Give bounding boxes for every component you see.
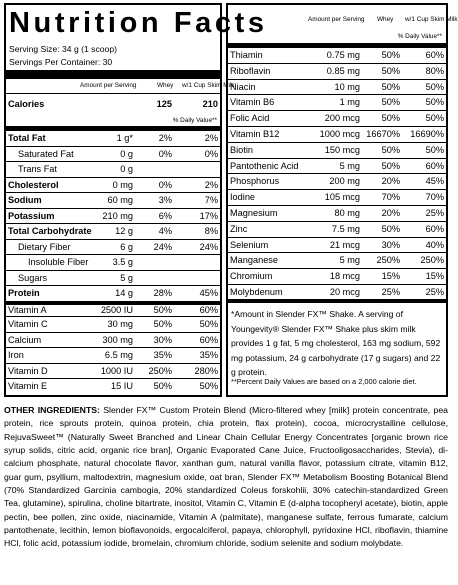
nutrient-milk-dv: 2% xyxy=(204,133,218,143)
nutrient-label: Trans Fat xyxy=(18,164,57,174)
nutrient-label: Manganese xyxy=(230,255,279,266)
nutrient-row xyxy=(228,63,446,80)
nutrient-milk-dv: 15% xyxy=(425,271,444,282)
nutrient-amount: 20 mcg xyxy=(329,287,360,297)
nutrient-milk-dv: 17% xyxy=(199,210,218,221)
nutrient-whey-dv: 25% xyxy=(381,287,400,297)
nutrient-whey-dv: 28% xyxy=(153,288,172,298)
nutrient-label: Sodium xyxy=(8,195,42,205)
nutrient-milk-dv: 25% xyxy=(425,287,444,297)
nutrient-amount: 12 g xyxy=(115,226,133,236)
amount-footnote: *Amount in Slender FX™ Shake. A serving of Youngevity® Slender FX™ Shake plus skim milk provides 1 g fat, 5 mg cholesterol, 163 mg sodium, 592 mg potassium, 24 g carbohydrate (17 g sugars) and 22 g protein. xyxy=(231,309,441,378)
nutrition-facts-title: Nutrition Facts xyxy=(9,7,268,39)
nutrient-amount: 0.85 mg xyxy=(326,65,360,76)
nutrient-milk-dv: 60% xyxy=(425,160,444,171)
nutrient-whey-dv: 50% xyxy=(381,65,400,76)
nutrition-panel-right xyxy=(226,3,458,397)
nutrient-row xyxy=(228,252,446,269)
nutrient-label: Magnesium xyxy=(230,208,278,218)
nutrient-whey-dv: 20% xyxy=(381,208,400,218)
nutrient-row xyxy=(6,146,220,163)
nutrient-label: Niacin xyxy=(230,81,256,92)
nutrient-amount: 0.75 mg xyxy=(326,50,360,60)
calories-label: Calories xyxy=(8,99,45,109)
nutrient-row xyxy=(228,173,446,190)
nutrient-amount: 10 mg xyxy=(334,81,360,92)
with-milk-header-right: w/1 Cup Skim Milk xyxy=(405,16,458,23)
nutrient-amount: 200 mg xyxy=(329,176,360,187)
nutrient-amount: 300 mg xyxy=(102,334,133,345)
nutrient-label: Selenium xyxy=(230,239,269,250)
nutrient-milk-dv: 25% xyxy=(425,208,444,218)
nutrient-amount: 30 mg xyxy=(107,319,133,329)
nutrient-whey-dv: 50% xyxy=(381,81,400,92)
nutrient-label: Vitamin B12 xyxy=(230,129,280,139)
nutrient-amount: 60 mg xyxy=(107,195,133,205)
nutrient-label: Insoluble Fiber xyxy=(28,257,89,267)
nutrient-row xyxy=(228,94,446,111)
nutrient-whey-dv: 4% xyxy=(158,226,172,236)
nutrient-whey-dv: 50% xyxy=(153,381,172,391)
nutrient-milk-dv: 2% xyxy=(204,179,218,190)
nutrient-row xyxy=(228,79,446,96)
nutrient-whey-dv: 0% xyxy=(158,148,172,159)
nutrient-label: Vitamin B6 xyxy=(230,97,275,108)
nutrient-milk-dv: 45% xyxy=(199,288,218,298)
nutrient-amount: 80 mg xyxy=(334,208,360,218)
daily-value-header-right: % Daily Value** xyxy=(397,33,442,40)
nutrient-milk-dv: 7% xyxy=(204,195,218,205)
nutrient-milk-dv: 45% xyxy=(425,176,444,187)
nutrient-amount: 14 g xyxy=(115,288,133,298)
nutrient-label: Phosphorus xyxy=(230,176,280,187)
nutrient-milk-dv: 50% xyxy=(425,113,444,124)
nutrient-amount: 7.5 mg xyxy=(331,223,360,234)
nutrient-amount: 5 mg xyxy=(339,160,360,171)
nutrient-row xyxy=(228,158,446,175)
calories-row xyxy=(6,93,220,112)
nutrient-whey-dv: 50% xyxy=(153,319,172,329)
nutrient-milk-dv: 24% xyxy=(199,241,218,252)
nutrient-amount: 5 mg xyxy=(339,255,360,266)
nutrient-whey-dv: 3% xyxy=(158,195,172,205)
servings-per-container: Servings Per Container: 30 xyxy=(9,57,113,67)
nutrient-milk-dv: 70% xyxy=(425,192,444,203)
nutrient-row xyxy=(228,268,446,285)
nutrient-milk-dv: 60% xyxy=(425,223,444,234)
nutrient-label: Vitamin C xyxy=(8,319,48,329)
nutrient-whey-dv: 50% xyxy=(381,50,400,60)
nutrient-whey-dv: 30% xyxy=(153,334,172,345)
nutrient-milk-dv: 60% xyxy=(425,50,444,60)
thick-divider xyxy=(6,70,220,79)
nutrient-whey-dv: 30% xyxy=(381,239,400,250)
nutrient-milk-dv: 50% xyxy=(199,319,218,329)
nutrient-milk-dv: 50% xyxy=(199,381,218,391)
nutrient-milk-dv: 250% xyxy=(420,255,444,266)
nutrient-milk-dv: 40% xyxy=(425,239,444,250)
nutrient-row xyxy=(228,142,446,159)
nutrient-row xyxy=(6,208,220,225)
nutrient-milk-dv: 0% xyxy=(204,148,218,159)
nutrient-row xyxy=(6,316,220,333)
nutrient-whey-dv: 50% xyxy=(381,113,400,124)
nutrient-row xyxy=(6,270,220,287)
amount-per-serving-header: Amount per Serving xyxy=(80,82,137,89)
nutrient-whey-dv: 35% xyxy=(153,350,172,360)
daily-value-header: % Daily Value** xyxy=(172,117,217,124)
nutrient-label: Folic Acid xyxy=(230,113,270,124)
nutrient-amount: 0 mg xyxy=(112,179,133,190)
nutrient-milk-dv: 60% xyxy=(199,304,218,315)
nutrient-label: Thiamin xyxy=(230,50,263,60)
nutrient-amount: 1000 mcg xyxy=(319,129,360,139)
nutrient-row xyxy=(6,130,220,147)
nutrient-amount: 2500 IU xyxy=(100,304,133,315)
nutrient-whey-dv: 6% xyxy=(158,210,172,221)
nutrient-label: Sugars xyxy=(18,272,48,283)
nutrient-milk-dv: 16690% xyxy=(410,129,444,139)
nutrient-label: Iron xyxy=(8,350,24,360)
nutrient-row xyxy=(6,254,220,271)
nutrient-amount: 18 mcg xyxy=(329,271,360,282)
nutrient-whey-dv: 50% xyxy=(381,223,400,234)
nutrient-amount: 210 mg xyxy=(102,210,133,221)
nutrient-row xyxy=(6,285,220,302)
nutrient-label: Calcium xyxy=(8,334,42,345)
nutrient-milk-dv: 280% xyxy=(194,365,218,376)
nutrient-amount: 5 g xyxy=(120,272,133,283)
nutrient-whey-dv: 70% xyxy=(381,192,400,203)
nutrient-label: Iodine xyxy=(230,192,256,203)
nutrient-milk-dv: 60% xyxy=(199,334,218,345)
nutrient-label: Total Carbohydrate xyxy=(8,226,92,236)
nutrient-row xyxy=(6,239,220,256)
notes-divider xyxy=(228,299,446,303)
calories-milk: 210 xyxy=(202,99,218,109)
nutrient-amount: 0 g xyxy=(120,148,133,159)
nutrient-whey-dv: 24% xyxy=(153,241,172,252)
nutrient-whey-dv: 250% xyxy=(148,365,172,376)
nutrient-label: Vitamin D xyxy=(8,365,48,376)
nutrient-label: Cholesterol xyxy=(8,179,59,190)
ingredients-heading: OTHER INGREDIENTS: xyxy=(4,405,100,415)
nutrient-amount: 200 mcg xyxy=(324,113,360,124)
nutrient-amount: 150 mcg xyxy=(324,144,360,155)
nutrient-row xyxy=(6,332,220,349)
nutrient-label: Biotin xyxy=(230,144,253,155)
nutrient-whey-dv: 20% xyxy=(381,176,400,187)
nutrient-label: Riboflavin xyxy=(230,65,271,76)
daily-value-footnote: **Percent Daily Values are based on a 2,000 calorie diet. xyxy=(231,377,417,386)
nutrient-label: Potassium xyxy=(8,210,55,221)
nutrient-whey-dv: 15% xyxy=(381,271,400,282)
whey-header: Whey xyxy=(157,82,174,89)
nutrient-milk-dv: 8% xyxy=(204,226,218,236)
nutrient-whey-dv: 50% xyxy=(381,160,400,171)
nutrient-amount: 0 g xyxy=(120,164,133,174)
nutrient-row xyxy=(6,192,220,209)
nutrient-label: Molybdenum xyxy=(230,287,283,297)
nutrient-row xyxy=(228,110,446,127)
nutrient-label: Zinc xyxy=(230,223,248,234)
nutrient-whey-dv: 50% xyxy=(153,304,172,315)
nutrient-row xyxy=(228,47,446,64)
nutrient-amount: 1000 IU xyxy=(100,365,133,376)
nutrient-amount: 15 IU xyxy=(111,381,133,391)
nutrient-whey-dv: 250% xyxy=(376,255,400,266)
nutrient-amount: 1 mg xyxy=(339,97,360,108)
nutrient-amount: 21 mcg xyxy=(329,239,360,250)
nutrient-milk-dv: 50% xyxy=(425,81,444,92)
nutrient-row xyxy=(6,378,220,395)
nutrient-label: Pantothenic Acid xyxy=(230,160,299,171)
nutrient-row xyxy=(228,205,446,222)
ingredients-text: Slender FX™ Custom Protein Blend (Micro-filtered whey [milk] protein concentrate, pea protein, rice sprouts protein, quinoa protein, chia protein, flax protein), cocoa, microcrystalline cellulose, RejuvaSweet™ (Naturally Sweet Branched and Linear Chain Cellular Energy Concentrates [organic brown rice syrup solids, citric acid, organic rice bran], Organic Evaporated Cane Juice, Fructooligosaccharides, Stevia), di-calcium phosphate, natural chocolate flavor, xanthan gum, natural vanilla flavor, potassium citrate, vitamin B12, guar gum, psyllium, maltodextrin, magnesium oxide, oat bran, Slender FX™ Metabolism Boosting Botanical Blend (70% Standardized Garcinia cambogia, 20% standardized Coleus forskohlii, 30% catechin-standardized Green Tea, glutamine), spirulina, choline bitartrate, inositol, Vitamin C, Vitamin E (d-alpha tocopheryl acetate), biotin, apple pectin, bee pollen, zinc oxide, niacinamide, Vitamin A (palmitate), manganese sulfate, ferrous fumarate, calcium pantothenate, lecithin, lemon bioflavonoids, ergocalciferol, papaya, chlorophyll, pyridoxine HCl, riboflavin, thiamine HCl, folic acid, potassium iodide, bromelain, chromium chloride, sodium selenite and sodium molybdate. xyxy=(4,405,448,549)
nutrient-whey-dv: 50% xyxy=(381,144,400,155)
with-milk-header: w/1 Cup Skim Milk xyxy=(182,82,235,89)
nutrient-amount: 3.5 g xyxy=(112,257,133,267)
nutrient-row xyxy=(6,223,220,240)
nutrient-amount: 105 mcg xyxy=(324,192,360,203)
nutrient-milk-dv: 80% xyxy=(425,65,444,76)
nutrient-label: Dietary Fiber xyxy=(18,241,71,252)
nutrient-row xyxy=(228,126,446,143)
calories-whey: 125 xyxy=(156,99,172,109)
nutrient-whey-dv: 50% xyxy=(381,97,400,108)
nutrient-whey-dv: 16670% xyxy=(366,129,400,139)
nutrient-milk-dv: 35% xyxy=(199,350,218,360)
whey-header-right: Whey xyxy=(377,16,394,23)
nutrient-amount: 6 g xyxy=(120,241,133,252)
nutrient-row xyxy=(6,363,220,380)
nutrient-label: Vitamin A xyxy=(8,304,47,315)
nutrient-label: Chromium xyxy=(230,271,273,282)
nutrient-whey-dv: 2% xyxy=(158,133,172,143)
nutrient-row xyxy=(6,347,220,364)
serving-size: Serving Size: 34 g (1 scoop) xyxy=(9,44,117,54)
nutrient-milk-dv: 50% xyxy=(425,144,444,155)
nutrient-label: Vitamin E xyxy=(8,381,48,391)
nutrient-milk-dv: 50% xyxy=(425,97,444,108)
nutrient-row xyxy=(228,221,446,238)
nutrient-row xyxy=(6,161,220,178)
amount-per-serving-header-right: Amount per Serving xyxy=(308,16,365,23)
nutrient-row xyxy=(228,237,446,254)
nutrient-row xyxy=(6,177,220,194)
nutrient-amount: 1 g* xyxy=(116,133,133,143)
nutrient-amount: 6.5 mg xyxy=(104,350,133,360)
nutrient-label: Saturated Fat xyxy=(18,148,74,159)
other-ingredients xyxy=(4,404,448,551)
nutrient-row xyxy=(228,189,446,206)
nutrient-label: Total Fat xyxy=(8,133,46,143)
nutrient-whey-dv: 0% xyxy=(158,179,172,190)
nutrient-label: Protein xyxy=(8,288,40,298)
